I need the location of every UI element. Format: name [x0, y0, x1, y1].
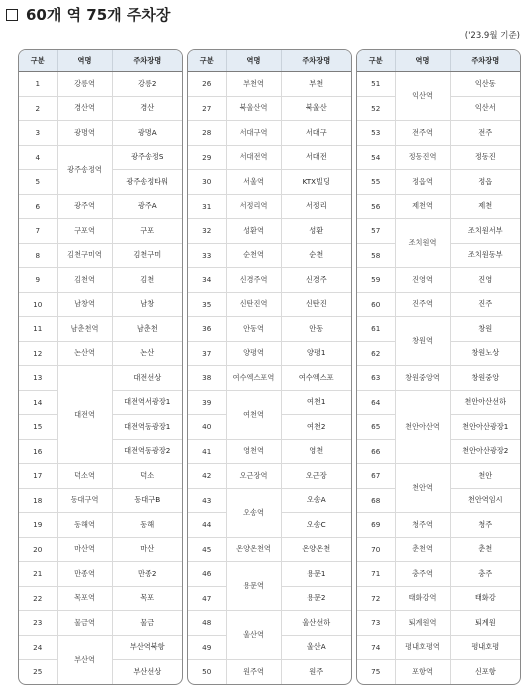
station-name: 서대전역 [226, 145, 281, 170]
row-number: 21 [19, 562, 57, 587]
table-row [357, 121, 520, 146]
parking-lot-name: 익산동 [450, 72, 520, 97]
row-number: 41 [188, 439, 226, 464]
row-number: 74 [357, 635, 395, 660]
parking-lot-name: 조치원동부 [450, 243, 520, 268]
row-number: 72 [357, 586, 395, 611]
parking-lot-name: 천안아산광장1 [450, 415, 520, 440]
row-number: 61 [357, 317, 395, 342]
row-number: 34 [188, 268, 226, 293]
checkbox-square-icon [6, 9, 18, 21]
parking-lot-name: 제천 [450, 194, 520, 219]
table-row [19, 292, 182, 317]
parking-lot-name: 동대구B [112, 488, 182, 513]
table-row [188, 219, 351, 244]
table-row [357, 513, 520, 538]
row-number: 26 [202, 79, 212, 89]
table-row [188, 562, 351, 587]
table-row [357, 366, 520, 391]
row-number: 64 [357, 390, 395, 415]
table-row [19, 366, 182, 391]
table-row [19, 268, 182, 293]
row-number: 40 [188, 415, 226, 440]
row-number: 55 [357, 170, 395, 195]
parking-lot-name: 전주 [450, 121, 520, 146]
row-number: 43 [188, 488, 226, 513]
station-name: 청주역 [395, 513, 450, 538]
row-number: 12 [19, 341, 57, 366]
table-row [357, 145, 520, 170]
row-number: 44 [188, 513, 226, 538]
table-row [188, 537, 351, 562]
station-name: 부천역 [226, 72, 281, 97]
table-row [188, 660, 351, 684]
row-number: 11 [19, 317, 57, 342]
row-number: 5 [19, 170, 57, 195]
parking-lot-name: 마산 [112, 537, 182, 562]
parking-lot-name: 창원중앙 [450, 366, 520, 391]
row-number: 9 [19, 268, 57, 293]
station-name: 신경주역 [226, 268, 281, 293]
station-name: 북울산역 [226, 96, 281, 121]
parking-lot-name: 천안아산선하 [450, 390, 520, 415]
station-name: 제천역 [395, 194, 450, 219]
parking-lot-name: 울산선하 [281, 611, 351, 636]
row-number: 17 [19, 464, 57, 489]
parking-lot-name: KTX빌딩 [281, 170, 351, 195]
row-number: 66 [357, 439, 395, 464]
row-number: 20 [19, 537, 57, 562]
header-row [19, 50, 182, 72]
table-row [19, 317, 182, 342]
table-row [19, 72, 182, 97]
parking-lot-name: 용문1 [281, 562, 351, 587]
row-number: 75 [357, 660, 395, 684]
table-row [19, 562, 182, 587]
row-number: 52 [357, 96, 395, 121]
row-number: 63 [357, 366, 395, 391]
station-name: 광주송정역 [57, 145, 112, 194]
table-row [188, 145, 351, 170]
row-number: 3 [19, 121, 57, 146]
station-name: 울산역 [226, 611, 281, 660]
parking-lot-name: 울산A [281, 635, 351, 660]
parking-lot-name: 광명A [112, 121, 182, 146]
row-number: 22 [19, 586, 57, 611]
station-name: 남춘천역 [57, 317, 112, 342]
row-number: 38 [188, 366, 226, 391]
row-number: 46 [188, 562, 226, 587]
row-number: 57 [357, 219, 395, 244]
row-number: 70 [357, 537, 395, 562]
parking-lot-name: 남춘천 [112, 317, 182, 342]
table-row [188, 390, 351, 415]
row-number: 54 [357, 145, 395, 170]
station-name: 평내호평역 [395, 635, 450, 660]
station-name: 정읍역 [395, 170, 450, 195]
row-number: 35 [188, 292, 226, 317]
table-row [357, 268, 520, 293]
station-name: 남창역 [57, 292, 112, 317]
row-number: 49 [188, 635, 226, 660]
station-name: 순천역 [226, 243, 281, 268]
row-number: 31 [188, 194, 226, 219]
station-name: 춘천역 [395, 537, 450, 562]
parking-lot-name: 창원노상 [450, 341, 520, 366]
parking-lot-name: 여천2 [281, 415, 351, 440]
parking-lot-name: 덕소 [112, 464, 182, 489]
station-name: 창원역 [395, 317, 450, 366]
parking-lot-name: 성환 [281, 219, 351, 244]
header-parking: 주차장명 [281, 50, 351, 72]
station-name: 덕소역 [57, 464, 112, 489]
parking-table-2 [187, 49, 352, 685]
table-row [357, 586, 520, 611]
parking-lot-name: 정동진 [450, 145, 520, 170]
station-name: 대전역 [57, 366, 112, 464]
header-number: 구분 [357, 50, 395, 72]
table-row [188, 170, 351, 195]
station-name: 포항역 [395, 660, 450, 684]
header-row [188, 50, 351, 72]
table-row [357, 292, 520, 317]
parking-lot-name: 동해 [112, 513, 182, 538]
parking-lot-name: 원주 [281, 660, 351, 684]
station-name: 서정리역 [226, 194, 281, 219]
station-name: 천안역 [395, 464, 450, 513]
row-number: 62 [357, 341, 395, 366]
row-number: 51 [371, 79, 381, 89]
row-number: 8 [19, 243, 57, 268]
row-number: 28 [188, 121, 226, 146]
row-number: 47 [188, 586, 226, 611]
table-row [188, 317, 351, 342]
parking-lot-name: 진주 [450, 292, 520, 317]
table-row [188, 72, 351, 97]
table-row [188, 611, 351, 636]
header-station: 역명 [395, 50, 450, 72]
parking-lot-name: 대전역서광장1 [112, 390, 182, 415]
header-parking: 주차장명 [112, 50, 182, 72]
parking-lot-name: 논산 [112, 341, 182, 366]
station-name: 여수엑스포역 [226, 366, 281, 391]
parking-lot-name: 목포 [112, 586, 182, 611]
parking-lot-name: 천안 [450, 464, 520, 489]
table-row [19, 243, 182, 268]
parking-lot-name: 영천 [281, 439, 351, 464]
table-row [19, 611, 182, 636]
parking-table-3 [356, 49, 521, 685]
row-number: 53 [357, 121, 395, 146]
parking-lot-name: 퇴계원 [450, 611, 520, 636]
header-station: 역명 [226, 50, 281, 72]
table-row [357, 537, 520, 562]
parking-lot-name: 부산역북항 [112, 635, 182, 660]
table-row [19, 96, 182, 121]
station-name: 김천구미역 [57, 243, 112, 268]
parking-lot-name: 조치원서부 [450, 219, 520, 244]
row-number: 68 [357, 488, 395, 513]
table-row [188, 488, 351, 513]
table-row [188, 292, 351, 317]
station-name: 목포역 [57, 586, 112, 611]
row-number: 33 [188, 243, 226, 268]
station-name: 태화강역 [395, 586, 450, 611]
header-station: 역명 [57, 50, 112, 72]
station-name: 논산역 [57, 341, 112, 366]
parking-lot-name: 오근장 [281, 464, 351, 489]
station-name: 양평역 [226, 341, 281, 366]
row-number: 24 [19, 635, 57, 660]
parking-lot-name: 익산서 [450, 96, 520, 121]
parking-lot-name: 신경주 [281, 268, 351, 293]
station-name: 오송역 [226, 488, 281, 537]
parking-lot-name: 부산선상 [112, 660, 182, 684]
parking-table-grid [357, 50, 520, 684]
table-row [19, 586, 182, 611]
header-number: 구분 [19, 50, 57, 72]
table-row [19, 513, 182, 538]
row-number: 2 [19, 96, 57, 121]
header-row [357, 50, 520, 72]
station-name: 충주역 [395, 562, 450, 587]
station-name: 마산역 [57, 537, 112, 562]
station-name: 전주역 [395, 121, 450, 146]
parking-table-grid [188, 50, 351, 684]
row-number: 10 [19, 292, 57, 317]
parking-table-1 [18, 49, 183, 685]
station-name: 경산역 [57, 96, 112, 121]
parking-lot-name: 대전역동광장2 [112, 439, 182, 464]
row-number: 1 [35, 79, 41, 89]
parking-lot-name: 김천구미 [112, 243, 182, 268]
station-name: 정동진역 [395, 145, 450, 170]
row-number: 48 [188, 611, 226, 636]
table-row [19, 121, 182, 146]
table-row [357, 219, 520, 244]
row-number: 6 [19, 194, 57, 219]
table-row [19, 464, 182, 489]
station-name: 조치원역 [395, 219, 450, 268]
parking-lot-name: 양평1 [281, 341, 351, 366]
table-row [357, 170, 520, 195]
table-row [357, 562, 520, 587]
station-name: 익산역 [395, 72, 450, 121]
row-number: 71 [357, 562, 395, 587]
parking-lot-name: 물금 [112, 611, 182, 636]
parking-lot-name: 광주송정S [112, 145, 182, 170]
parking-lot-name: 서대전 [281, 145, 351, 170]
station-name: 영천역 [226, 439, 281, 464]
page-title [6, 4, 170, 25]
row-number: 16 [19, 439, 57, 464]
parking-lot-name: 서정리 [281, 194, 351, 219]
parking-lot-name: 신탄진 [281, 292, 351, 317]
table-row [357, 635, 520, 660]
row-number: 7 [19, 219, 57, 244]
row-number: 32 [188, 219, 226, 244]
parking-lot-name: 진영 [450, 268, 520, 293]
parking-lot-name: 용문2 [281, 586, 351, 611]
row-number: 15 [19, 415, 57, 440]
parking-lot-name: 대전역동광장1 [112, 415, 182, 440]
parking-lot-name: 순천 [281, 243, 351, 268]
table-row [188, 121, 351, 146]
parking-lot-name: 오송A [281, 488, 351, 513]
station-name: 천안아산역 [395, 390, 450, 464]
row-number: 36 [188, 317, 226, 342]
row-number: 4 [19, 145, 57, 170]
station-name: 구포역 [57, 219, 112, 244]
parking-lot-name: 여천1 [281, 390, 351, 415]
parking-lot-name: 안동 [281, 317, 351, 342]
row-number: 56 [357, 194, 395, 219]
row-number: 69 [357, 513, 395, 538]
table-row [19, 341, 182, 366]
table-row [19, 194, 182, 219]
row-number: 50 [188, 660, 226, 684]
table-row [19, 537, 182, 562]
page-title-text: 60개 역 75개 주차장 [26, 6, 171, 24]
station-name: 용문역 [226, 562, 281, 611]
station-name: 진영역 [395, 268, 450, 293]
parking-lot-name: 청주 [450, 513, 520, 538]
station-name: 물금역 [57, 611, 112, 636]
parking-lot-name: 정읍 [450, 170, 520, 195]
station-name: 김천역 [57, 268, 112, 293]
station-name: 진주역 [395, 292, 450, 317]
table-row [19, 635, 182, 660]
parking-lot-name: 태화강 [450, 586, 520, 611]
parking-lot-name: 광주송정타워 [112, 170, 182, 195]
row-number: 60 [357, 292, 395, 317]
station-name: 강릉역 [57, 72, 112, 97]
parking-lot-name: 신포항 [450, 660, 520, 684]
table-row [188, 439, 351, 464]
row-number: 67 [357, 464, 395, 489]
row-number: 42 [188, 464, 226, 489]
row-number: 18 [19, 488, 57, 513]
station-name: 성환역 [226, 219, 281, 244]
table-row [357, 611, 520, 636]
parking-lot-name: 천안역임시 [450, 488, 520, 513]
parking-lot-name: 광주A [112, 194, 182, 219]
parking-lot-name: 서대구 [281, 121, 351, 146]
parking-lot-name: 남창 [112, 292, 182, 317]
header-parking: 주차장명 [450, 50, 520, 72]
table-row [357, 464, 520, 489]
table-row [19, 488, 182, 513]
table-row [357, 194, 520, 219]
parking-lot-name: 충주 [450, 562, 520, 587]
parking-lot-name: 대전선상 [112, 366, 182, 391]
station-name: 광주역 [57, 194, 112, 219]
row-number: 73 [357, 611, 395, 636]
parking-lot-name: 평내호평 [450, 635, 520, 660]
station-name: 서울역 [226, 170, 281, 195]
row-number: 58 [357, 243, 395, 268]
row-number: 14 [19, 390, 57, 415]
station-name: 온양온천역 [226, 537, 281, 562]
table-row [188, 194, 351, 219]
station-name: 광명역 [57, 121, 112, 146]
row-number: 29 [188, 145, 226, 170]
station-name: 오근장역 [226, 464, 281, 489]
station-name: 동대구역 [57, 488, 112, 513]
parking-lot-name: 춘천 [450, 537, 520, 562]
date-note: ('23.9월 기준) [464, 31, 520, 41]
station-name: 원주역 [226, 660, 281, 684]
row-number: 27 [188, 96, 226, 121]
row-number: 65 [357, 415, 395, 440]
station-name: 여천역 [226, 390, 281, 439]
parking-lot-name: 여수엑스포 [281, 366, 351, 391]
parking-lot-name: 구포 [112, 219, 182, 244]
parking-lot-name: 강릉2 [112, 72, 182, 97]
parking-lot-name: 만종2 [112, 562, 182, 587]
parking-lot-name: 온양온천 [281, 537, 351, 562]
row-number: 37 [188, 341, 226, 366]
parking-lot-name: 부천 [281, 72, 351, 97]
row-number: 25 [19, 660, 57, 684]
parking-lot-name: 창원 [450, 317, 520, 342]
table-row [357, 317, 520, 342]
row-number: 30 [188, 170, 226, 195]
row-number: 39 [188, 390, 226, 415]
table-row [188, 243, 351, 268]
station-name: 신탄진역 [226, 292, 281, 317]
parking-lot-name: 북울산 [281, 96, 351, 121]
station-name: 만종역 [57, 562, 112, 587]
table-row [188, 464, 351, 489]
station-name: 부산역 [57, 635, 112, 684]
table-row [188, 268, 351, 293]
row-number: 45 [188, 537, 226, 562]
parking-table-grid [19, 50, 182, 684]
parking-lot-name: 김천 [112, 268, 182, 293]
table-row [188, 366, 351, 391]
station-name: 동해역 [57, 513, 112, 538]
row-number: 13 [19, 366, 57, 391]
station-name: 퇴계원역 [395, 611, 450, 636]
table-row [357, 390, 520, 415]
table-row [19, 219, 182, 244]
parking-lot-name: 천안아산광장2 [450, 439, 520, 464]
row-number: 23 [19, 611, 57, 636]
station-name: 서대구역 [226, 121, 281, 146]
parking-lot-name: 오송C [281, 513, 351, 538]
row-number: 59 [357, 268, 395, 293]
row-number: 19 [19, 513, 57, 538]
table-row [19, 145, 182, 170]
header-number: 구분 [188, 50, 226, 72]
table-row [357, 660, 520, 684]
table-row [188, 341, 351, 366]
table-row [188, 96, 351, 121]
parking-lot-name: 경산 [112, 96, 182, 121]
station-name: 안동역 [226, 317, 281, 342]
table-row [357, 72, 520, 97]
station-name: 창원중앙역 [395, 366, 450, 391]
